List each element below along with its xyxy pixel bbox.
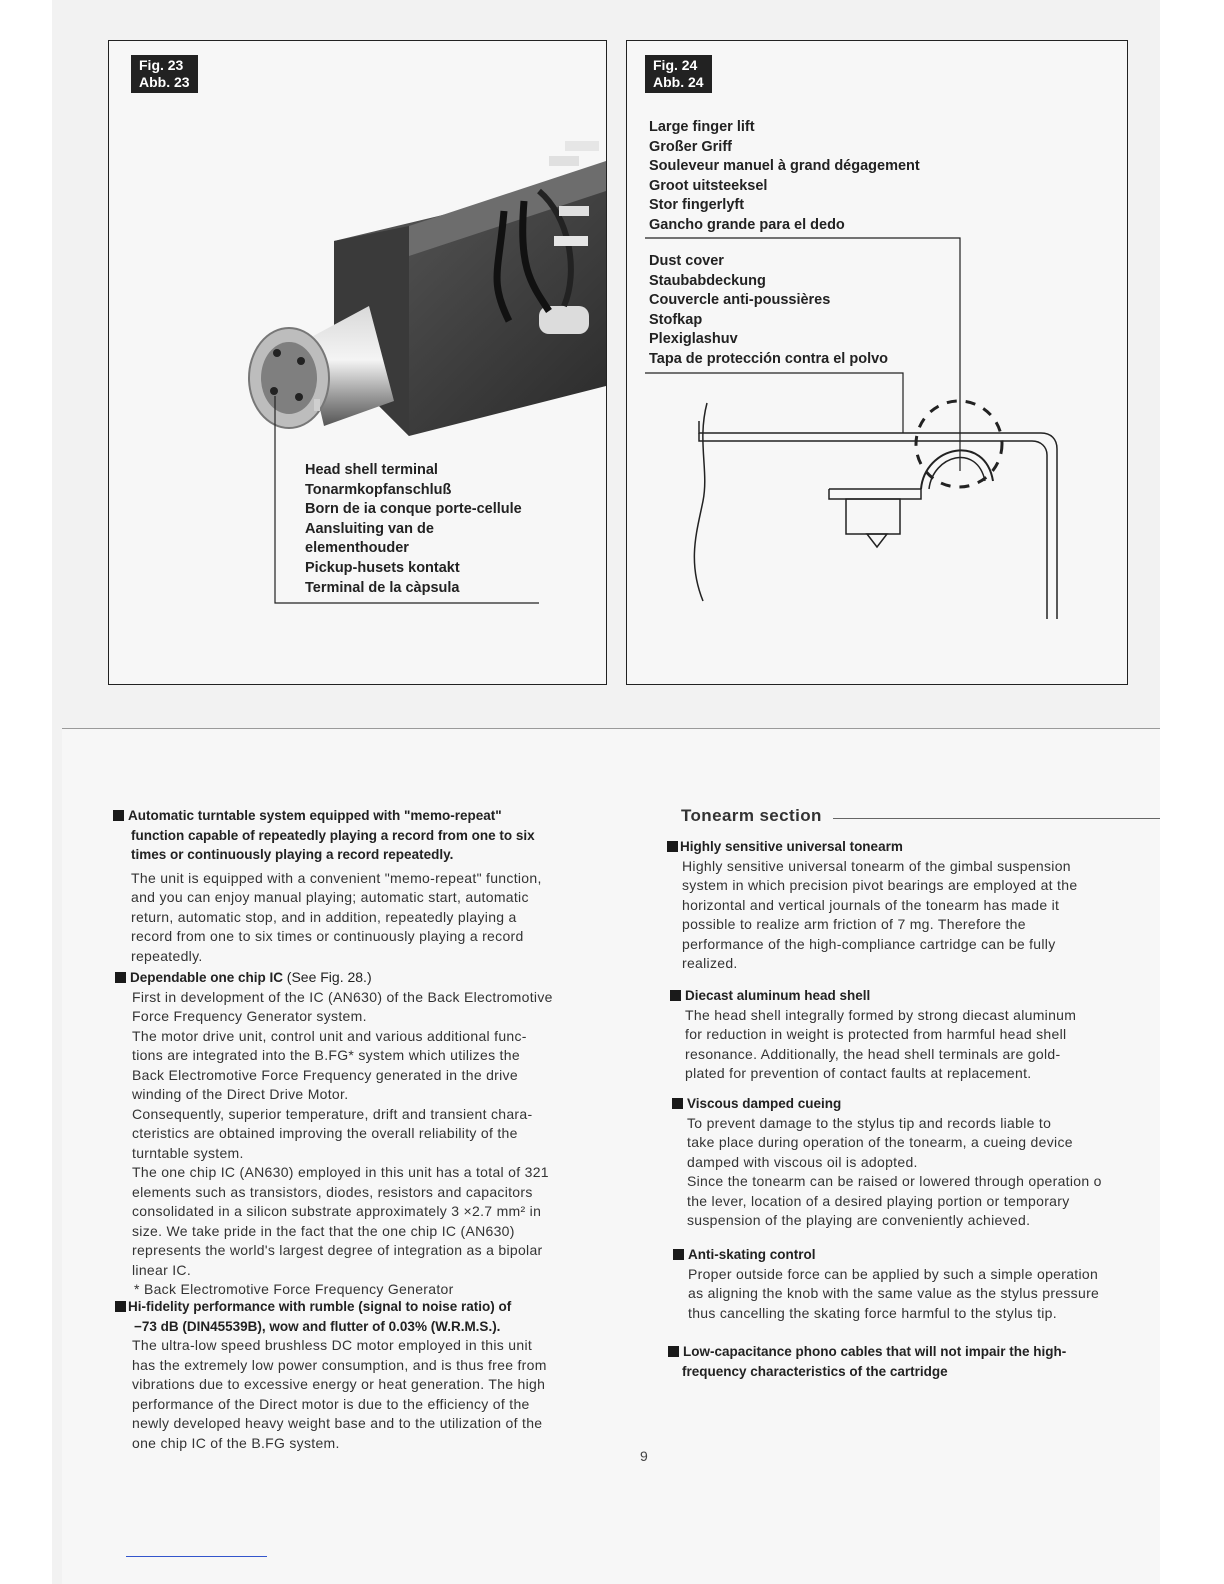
- body-line: performance of the Direct motor is due to the efficiency of the: [132, 1395, 530, 1412]
- feature-title: [115, 968, 635, 988]
- body-line: tions are integrated into the B.FG* system which utilizes the: [132, 1047, 520, 1063]
- section-rule: [833, 818, 1160, 819]
- body-line: The unit is equipped with a convenient "memo-repeat" function,: [131, 869, 542, 886]
- body-line: elements such as transistors, diodes, resistors and capacitors: [132, 1183, 533, 1200]
- feature-body: [115, 988, 635, 1300]
- feature-head-shell: [670, 986, 1160, 1084]
- legend-item: Dust cover: [649, 253, 724, 269]
- body-line: vibrations due to excessive energy or heat generation. The high: [132, 1376, 546, 1392]
- legend-item: Aansluiting van de: [305, 520, 434, 537]
- bullet-icon: [670, 990, 681, 1001]
- section-title: Tonearm section: [681, 806, 822, 825]
- body-line: damped with viscous oil is adopted.: [687, 1153, 918, 1170]
- feature-title: [670, 986, 1160, 1006]
- feature-cueing: [672, 1094, 1160, 1231]
- body-line: and you can enjoy manual playing; automatic start, automatic: [131, 889, 529, 905]
- body-line: To prevent damage to the stylus tip and records liable to: [687, 1114, 1052, 1131]
- scan-margin-left: [0, 0, 52, 1584]
- body-line: for reduction in weight is protected from harmful head shell: [685, 1026, 1067, 1042]
- stylus: [867, 534, 887, 547]
- body-line: as aligning the knob with the same value as the stylus pressure: [688, 1285, 1100, 1301]
- feature-title: [673, 1245, 1160, 1265]
- feature-tonearm: [667, 837, 1160, 974]
- body-line: linear IC.: [132, 1261, 192, 1278]
- legend-item: Stor fingerlyft: [649, 197, 745, 214]
- scan-margin-right: [1160, 0, 1224, 1584]
- body-line: has the extremely low power consumption, and is thus free from: [132, 1356, 547, 1373]
- feature-title-text: Anti-skating control: [688, 1247, 816, 1262]
- body-line: the lever, location of a desired playing portion or temporary: [687, 1192, 1070, 1209]
- figure-reference: (See Fig. 28.): [286, 969, 372, 985]
- body-line: repeatedly.: [131, 947, 203, 964]
- legend-item: Stofkap: [649, 311, 703, 328]
- feature-body: [667, 857, 1160, 974]
- page-number: 9: [640, 1448, 648, 1464]
- feature-body: [115, 1336, 635, 1453]
- feature-title: [668, 1342, 1160, 1362]
- feature-body: [673, 1265, 1160, 1324]
- feature-title: [672, 1094, 1160, 1114]
- body-line: thus cancelling the skating force harmful to the stylus tip.: [688, 1304, 1057, 1321]
- dust-cover-outline: [699, 421, 1057, 619]
- body-line: cteristics are obtained improving the overall reliability of the: [132, 1125, 518, 1141]
- body-line: Highly sensitive universal tonearm of the gimbal suspension: [682, 857, 1071, 874]
- body-line: take place during operation of the tonearm, a cueing device: [687, 1134, 1073, 1150]
- feature-title-text: Dependable one chip IC: [130, 970, 284, 985]
- body-line: consolidated in a silicon substrate approximately 3 ×2.7 mm² in: [132, 1203, 542, 1219]
- body-line: plated for prevention of contact faults at replacement.: [685, 1065, 1032, 1081]
- page-divider: [62, 728, 1160, 729]
- figure-23-tag-line2: Abb. 23: [139, 74, 190, 90]
- finger-lift-highlight: [916, 401, 1002, 487]
- finger-lift-icon: [921, 450, 993, 489]
- body-line: system in which precision pivot bearings are employed at the: [682, 877, 1078, 893]
- body-line: The head shell integrally formed by strong diecast aluminum: [685, 1006, 1077, 1023]
- feature-phono-cables: [668, 1342, 1160, 1381]
- legend-item: Head shell terminal: [305, 462, 438, 478]
- footer-link-underline[interactable]: [126, 1556, 267, 1557]
- feature-title-text: Highly sensitive universal tonearm: [680, 839, 903, 854]
- figure-23-legend: [305, 461, 522, 598]
- body-line: return, automatic stop, and in addition, repeatedly playing a: [131, 908, 517, 925]
- figure-24: [626, 40, 1128, 685]
- body-line: size. We take pride in the fact that the one chip IC (AN630): [132, 1222, 515, 1239]
- bullet-icon: [115, 972, 126, 983]
- figure-23-tag-line1: Fig. 23: [139, 57, 184, 73]
- body-line: winding of the Direct Drive Motor.: [132, 1086, 349, 1102]
- feature-title-line: −73 dB (DIN45539B), wow and flutter of 0.03% (W.R.M.S.).: [134, 1318, 501, 1334]
- feature-anti-skating: [673, 1245, 1160, 1323]
- body-line: newly developed heavy weight base and to the utilization of the: [132, 1415, 543, 1431]
- dust-cover-leader: [645, 373, 903, 433]
- feature-title: [667, 837, 1160, 857]
- feature-title-line: Low-capacitance phono cables that will not impair the high-: [683, 1344, 1067, 1359]
- finger-lift-leader: [645, 238, 960, 471]
- body-line: Back Electromotive Force Frequency generated in the drive: [132, 1066, 518, 1083]
- feature-title: [115, 1297, 635, 1317]
- tonearm-diagram: [627, 41, 1127, 684]
- feature-title: [113, 806, 633, 826]
- bullet-icon: [668, 1346, 679, 1357]
- legend-item: Gancho grande para el dedo: [649, 216, 845, 233]
- legend-item: elementhouder: [305, 540, 409, 557]
- body-line: First in development of the IC (AN630) of the Back Electromotive: [132, 988, 553, 1005]
- feature-title-line: frequency characteristics of the cartridge: [682, 1363, 948, 1379]
- feature-body: [670, 1006, 1160, 1084]
- feature-one-chip-ic: [115, 968, 635, 1300]
- body-line: The ultra-low speed brushless DC motor employed in this unit: [132, 1337, 533, 1353]
- feature-title-text: Viscous damped cueing: [687, 1096, 842, 1111]
- legend-item: Tonarmkopfanschluß: [305, 481, 452, 498]
- legend-item: Pickup-husets kontakt: [305, 559, 460, 576]
- feature-automatic: [113, 806, 633, 966]
- feature-title-line: function capable of repeatedly playing a record from one to six: [131, 827, 535, 843]
- legend-item: Large finger lift: [649, 119, 755, 135]
- body-line: represents the world's largest degree of integration as a bipolar: [132, 1242, 543, 1258]
- figure-24-tag-line1: Fig. 24: [653, 57, 698, 73]
- body-line: one chip IC of the B.FG system.: [132, 1434, 340, 1451]
- bullet-icon: [113, 810, 124, 821]
- body-line: Proper outside force can be applied by such a simple operation: [688, 1265, 1099, 1282]
- feature-hi-fidelity: [115, 1297, 635, 1453]
- legend-item: Souleveur manuel à grand dégagement: [649, 158, 920, 175]
- body-line: The motor drive unit, control unit and various additional func-: [132, 1027, 527, 1044]
- body-line: Consequently, superior temperature, drift and transient chara-: [132, 1105, 533, 1122]
- figure-24-tag-line2: Abb. 24: [653, 74, 704, 90]
- cartridge: [846, 499, 900, 534]
- feature-title-line: times or continuously playing a record repeatedly.: [131, 847, 454, 862]
- legend-item: Plexiglashuv: [649, 331, 738, 348]
- legend-item: Terminal de la càpsula: [305, 579, 460, 596]
- bullet-icon: [115, 1301, 126, 1312]
- body-line: realized.: [682, 955, 738, 971]
- bullet-icon: [672, 1098, 683, 1109]
- body-line: record from one to six times or continuously playing a record: [131, 928, 524, 944]
- legend-item: Born de ia conque porte-cellule: [305, 501, 522, 518]
- legend-item: Tapa de protección contra el polvo: [649, 350, 889, 367]
- legend-item: Staubabdeckung: [649, 272, 766, 289]
- body-line: The one chip IC (AN630) employed in this unit has a total of 321: [132, 1164, 549, 1180]
- legend-item: Couvercle anti-poussières: [649, 292, 831, 309]
- bullet-icon: [673, 1249, 684, 1260]
- bullet-icon: [667, 841, 678, 852]
- feature-title-text: Diecast aluminum head shell: [685, 988, 871, 1003]
- body-line: possible to realize arm friction of 7 mg. Therefore the: [682, 916, 1026, 932]
- feature-title-line: Automatic turntable system equipped with "memo-repeat": [128, 808, 502, 823]
- feature-title-line: Hi-fidelity performance with rumble (signal to noise ratio) of: [128, 1299, 512, 1314]
- figure-23: [108, 40, 607, 685]
- feature-body: [672, 1114, 1160, 1231]
- legend-item: Großer Griff: [649, 138, 732, 155]
- body-line: Force Frequency Generator system.: [132, 1008, 367, 1024]
- feature-body: [113, 869, 633, 967]
- body-line: Since the tonearm can be raised or lowered through operation o: [687, 1173, 1102, 1189]
- body-line: performance of the high-compliance cartridge can be fully: [682, 935, 1056, 952]
- body-line: resonance. Additionally, the head shell terminals are gold-: [685, 1045, 1061, 1062]
- body-line: turntable system.: [132, 1144, 244, 1161]
- body-line: suspension of the playing are conveniently achieved.: [687, 1212, 1031, 1228]
- footnote: * Back Electromotive Force Frequency Generator: [134, 1281, 454, 1297]
- legend-item: Groot uitsteeksel: [649, 177, 768, 194]
- body-line: horizontal and vertical journals of the tonearm has made it: [682, 896, 1060, 913]
